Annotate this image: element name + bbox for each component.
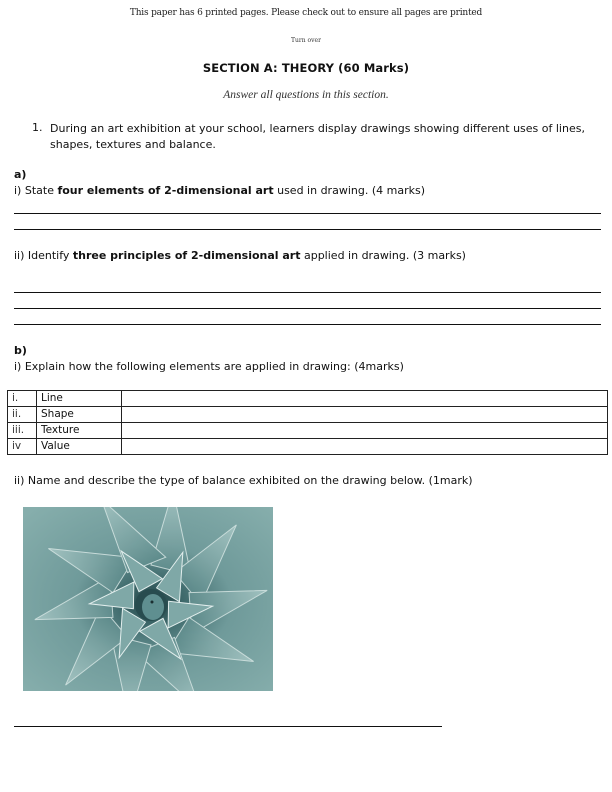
answer-cell[interactable] xyxy=(122,391,608,407)
answer-cell[interactable] xyxy=(122,407,608,423)
element-name: Texture xyxy=(37,423,122,439)
turn-over-note: Turn over xyxy=(291,37,321,44)
answer-cell[interactable] xyxy=(122,439,608,455)
table-row xyxy=(8,407,608,423)
row-number: i. xyxy=(8,391,37,407)
agave-plant-image xyxy=(23,507,273,691)
part-a-label: a) xyxy=(14,168,27,181)
element-name: Line xyxy=(37,391,122,407)
question-a-i xyxy=(14,184,425,197)
question-a-ii-suffix: applied in drawing. (3 marks) xyxy=(300,249,466,262)
section-instruction: Answer all questions in this section. xyxy=(223,89,389,101)
answer-line-a-ii-3[interactable] xyxy=(14,324,601,325)
question-a-i-prefix: i) State xyxy=(14,184,58,197)
question-a-ii xyxy=(14,249,466,262)
question-a-ii-bold: three principles of 2-dimensional art xyxy=(72,249,301,262)
table-row xyxy=(8,391,608,407)
part-b-label: b) xyxy=(14,344,27,357)
answer-line-a-i-1[interactable] xyxy=(14,213,601,214)
answer-line-b-ii[interactable] xyxy=(14,726,442,727)
question-b-ii: ii) Name and describe the type of balance exhibited on the drawing below. (1mark) xyxy=(14,474,473,487)
row-number: iii. xyxy=(8,423,37,439)
question-number: 1. xyxy=(32,121,43,134)
answer-cell[interactable] xyxy=(122,423,608,439)
question-b-i: i) Explain how the following elements are applied in drawing: (4marks) xyxy=(14,360,404,373)
row-number: ii. xyxy=(8,407,37,423)
element-name: Shape xyxy=(37,407,122,423)
row-number: iv xyxy=(8,439,37,455)
table-row xyxy=(8,439,608,455)
question-a-ii-prefix: ii) Identify xyxy=(14,249,73,262)
page-count-note: This paper has 6 printed pages. Please check out to ensure all pages are printed xyxy=(129,8,483,18)
element-name: Value xyxy=(37,439,122,455)
answer-line-a-ii-2[interactable] xyxy=(14,308,601,309)
question-a-i-suffix: used in drawing. (4 marks) xyxy=(273,184,425,197)
question-stem: During an art exhibition at your school, learners display drawings showing different uses of lines, shapes, textures and balance. xyxy=(50,122,585,151)
question-a-i-bold: four elements of 2-dimensional art xyxy=(57,184,274,197)
answer-line-a-ii-1[interactable] xyxy=(14,292,601,293)
section-title: SECTION A: THEORY (60 Marks) xyxy=(202,61,410,75)
answer-line-a-i-2[interactable] xyxy=(14,229,601,230)
elements-table xyxy=(7,390,608,455)
table-row xyxy=(8,423,608,439)
